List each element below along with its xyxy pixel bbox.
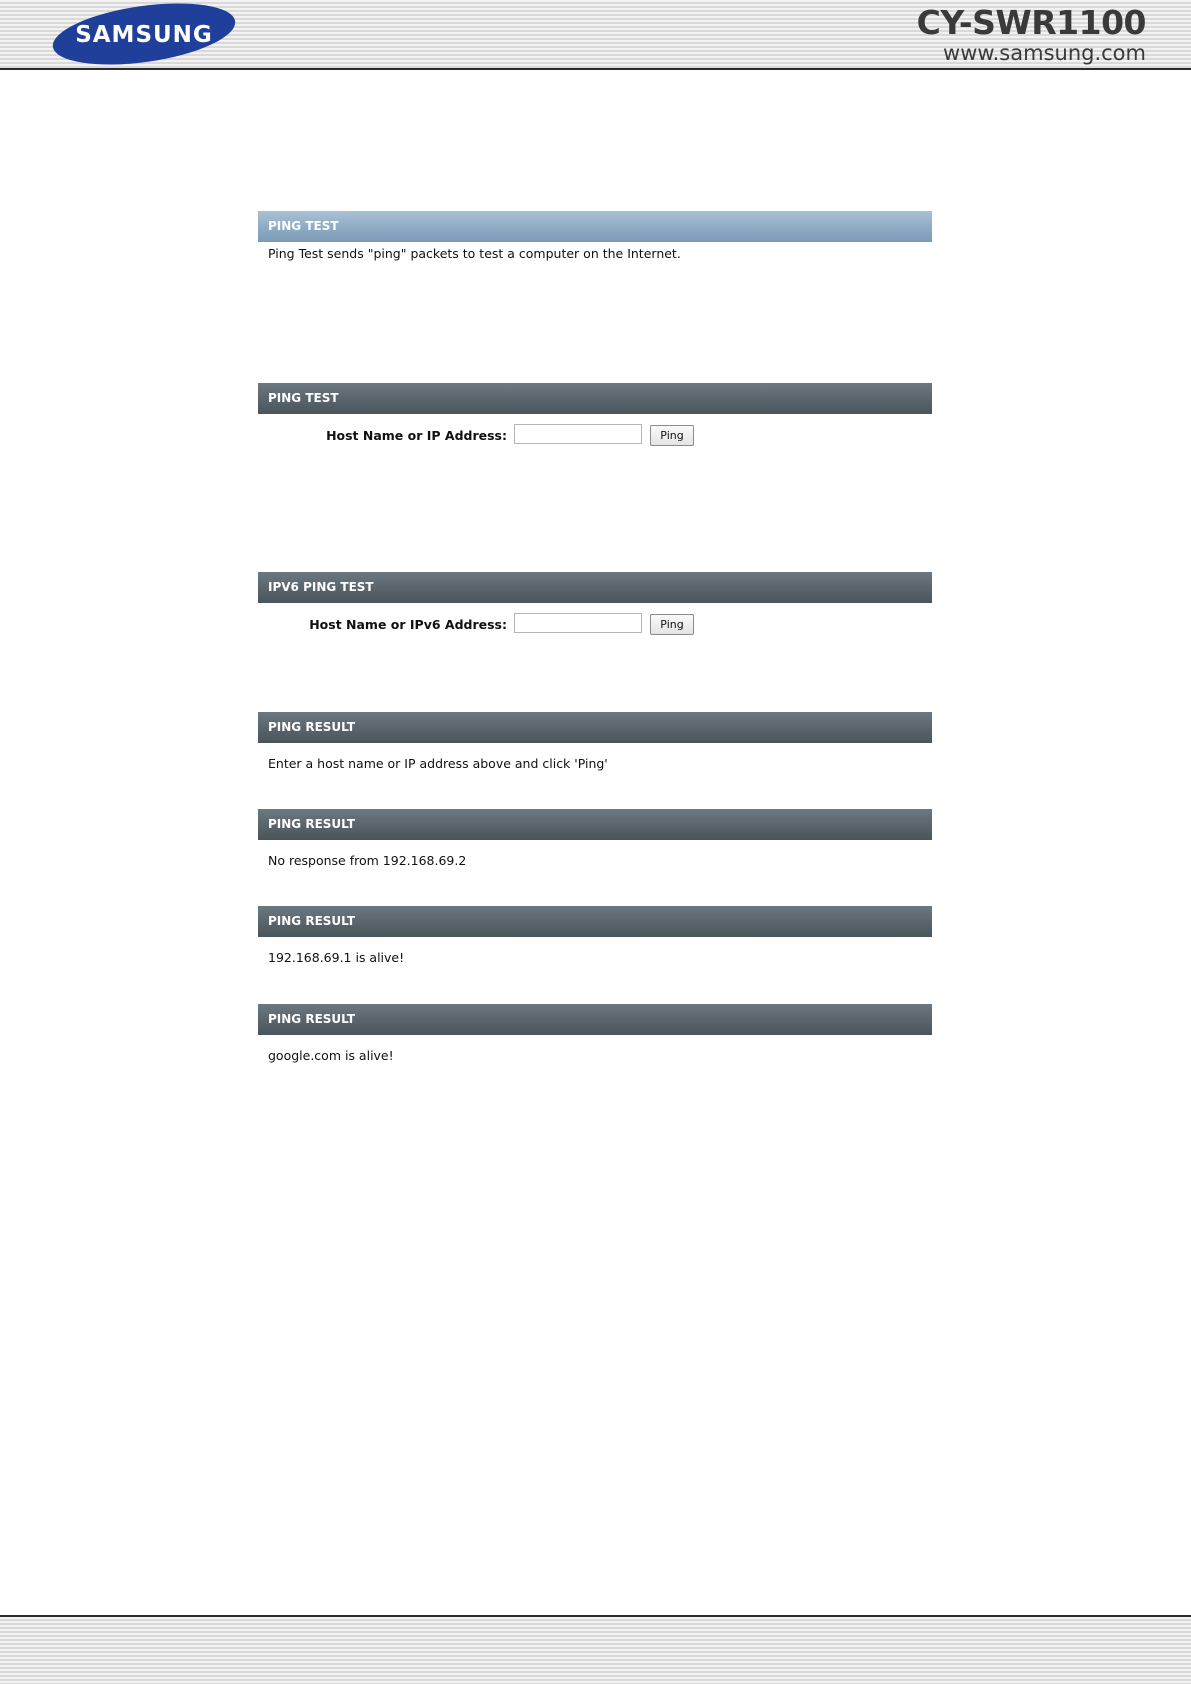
ping-result-panel <box>258 712 932 771</box>
ping-result-text: google.com is alive! <box>268 1048 394 1063</box>
host-input[interactable] <box>514 424 642 444</box>
host-label-colon: : <box>502 428 507 443</box>
ping-result-title-bar: PING RESULT <box>258 809 932 840</box>
intro-description: Ping Test sends "ping" packets to test a computer on the Internet. <box>268 246 681 261</box>
intro-panel <box>258 211 932 261</box>
ipv6-ping-test-title-bar: IPV6 PING TEST <box>258 572 932 603</box>
ipv6-host-label: Host Name or IPv6 Address <box>309 617 502 632</box>
samsung-logo <box>44 2 244 66</box>
ping-result-title-bar: PING RESULT <box>258 906 932 937</box>
website-url: www.samsung.com <box>943 41 1146 65</box>
ping-result-panel <box>258 1004 932 1063</box>
ping-result-title-bar: PING RESULT <box>258 1004 932 1035</box>
ping-test-title-bar: PING TEST <box>258 383 932 414</box>
ping-result-text: Enter a host name or IP address above and click 'Ping' <box>268 756 608 771</box>
logo-wordmark: SAMSUNG <box>75 22 213 48</box>
intro-title-bar: PING TEST <box>258 211 932 242</box>
ping-form-row <box>258 424 932 450</box>
ping-button[interactable]: Ping <box>650 425 694 446</box>
ping-result-title-bar: PING RESULT <box>258 712 932 743</box>
page-footer <box>0 1617 1191 1684</box>
model-block <box>916 3 1146 65</box>
ipv6-ping-button[interactable]: Ping <box>650 614 694 635</box>
header-divider <box>0 68 1191 70</box>
ipv6-ping-test-panel <box>258 572 932 639</box>
ping-result-panel <box>258 809 932 868</box>
ping-result-text: No response from 192.168.69.2 <box>268 853 467 868</box>
ipv6-ping-form-row <box>258 613 932 639</box>
ipv6-host-label-colon: : <box>502 617 507 632</box>
ping-result-panel <box>258 906 932 965</box>
ipv6-host-input[interactable] <box>514 613 642 633</box>
ping-result-text: 192.168.69.1 is alive! <box>268 950 405 965</box>
host-label: Host Name or IP Address <box>326 428 502 443</box>
ping-test-panel <box>258 383 932 450</box>
model-name: CY-SWR1100 <box>916 3 1146 42</box>
